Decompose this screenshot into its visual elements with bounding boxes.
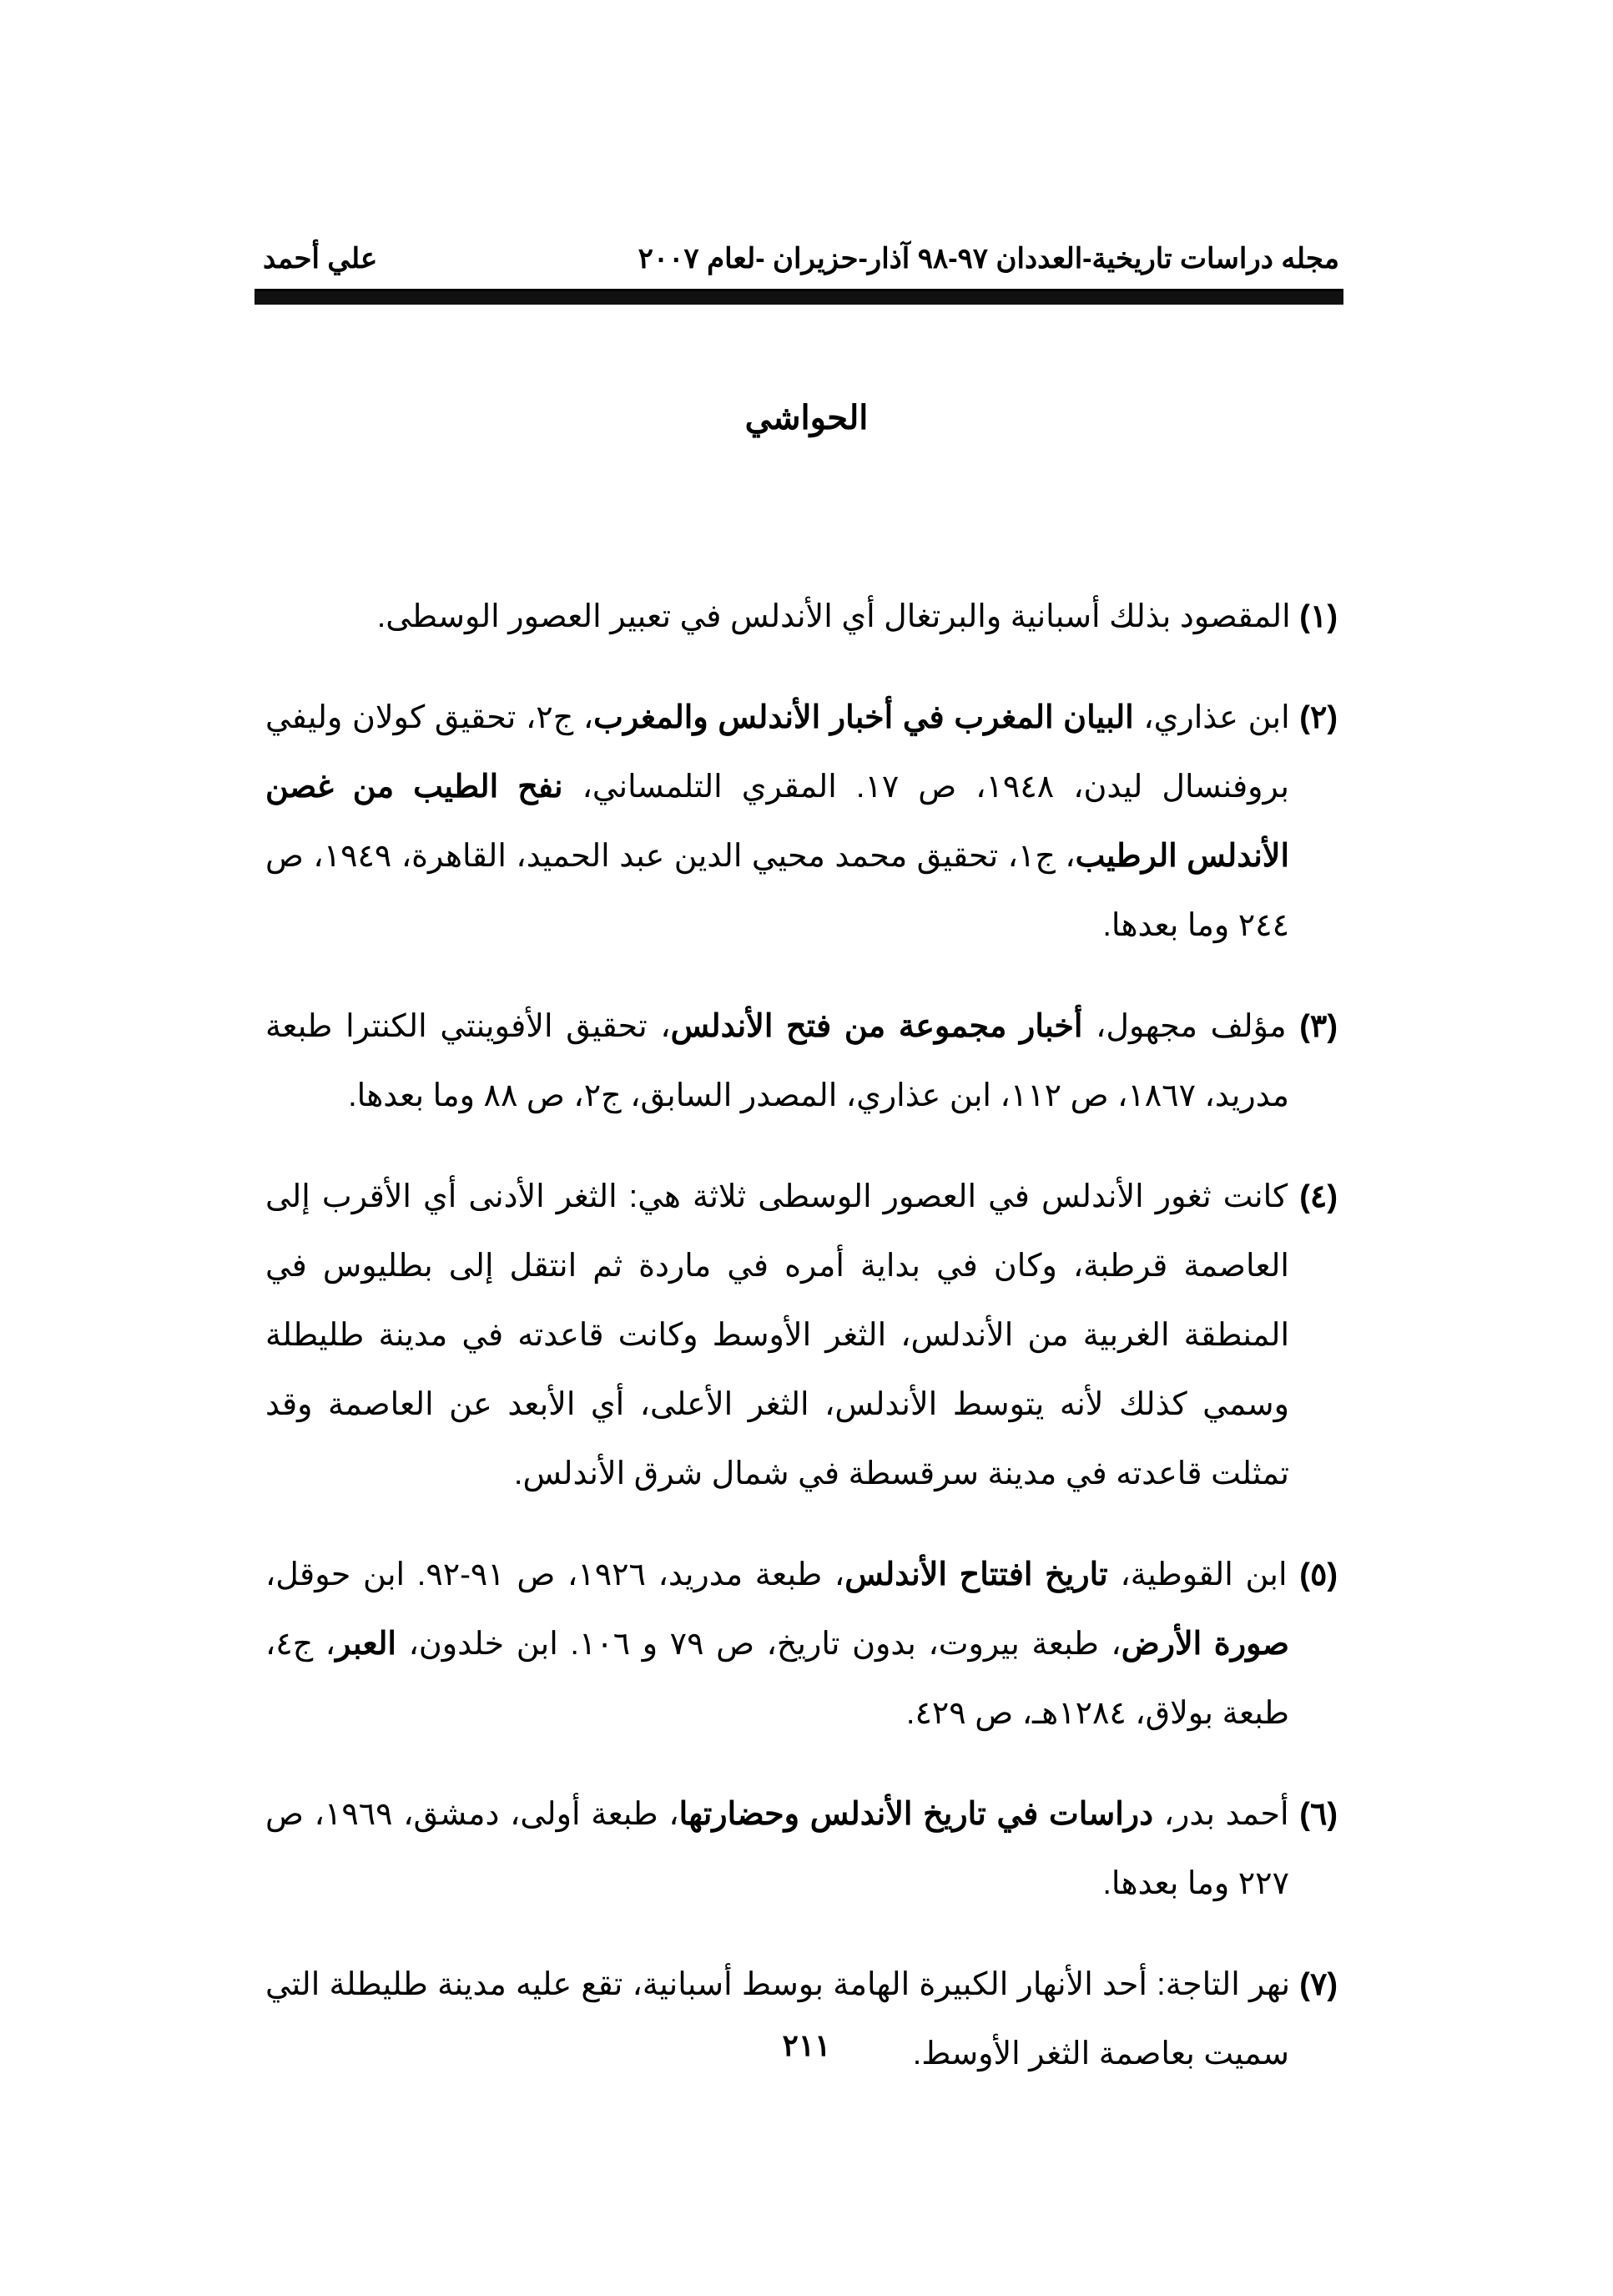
footnotes-list [265,551,1338,2097]
author-name: علي أحمد [263,243,378,275]
footnote-number: (٤) [1299,1179,1338,1214]
footnote-number: (١) [1299,599,1338,634]
footnote-text: ، طبعة مدريد، ١٩٢٦، ص ٩١-٩٢. ابن حوقل، [265,1557,845,1592]
footnote-text: ، طبعة أولى، دمشق، ١٩٦٩، ص ٢٢٧ وما بعدها. [265,1797,1289,1901]
footnote-text: ، ج١، تحقيق محمد محيي الدين عبد الحميد، القاهرة، ١٩٤٩، ص ٢٤٤ وما بعدها. [265,839,1289,943]
footnote [265,1541,1338,1748]
footnote-number: (٢) [1299,700,1338,735]
running-header [263,242,1339,284]
footnote-book-title: تاريخ افتتاح الأندلس [844,1557,1108,1592]
footnote-text: ، ج٢، تحقيق كولان وليفي بروفنسال ليدن، ١٩٤٨، ص ١٧. المقري التلمساني، [265,700,1289,805]
footnote-text: ، طبعة بيروت، بدون تاريخ، ص ٧٩ و ١٠٦. ابن خلدون، [396,1627,1122,1662]
footnote [265,583,1338,652]
footnote [265,1163,1338,1509]
footnote-book-title: البيان المغرب في أخبار الأندلس والمغرب [593,700,1134,735]
footnote [265,1950,1338,2089]
footnote-book-title: نفح الطيب من غصن الأندلس الرطيب [265,770,1289,874]
page-number: ٢١١ [782,2028,831,2062]
footnote-number: (٧) [1299,1967,1338,2002]
footnote-text: ، تحقيق الأفوينتي الكنترا طبعة مدريد، ١٨٦٧، ص ١١٢، ابن عذاري، المصدر السابق، ج٢، ص ٨٨ وما بعدها. [265,1009,1289,1113]
journal-title: مجله دراسات تاريخية-العددان ٩٧-٩٨ آذار-حزيران -لعام ٢٠٠٧ [638,243,1339,275]
footnote-text: ابن عذاري، [1133,700,1290,735]
footnote-number: (٦) [1299,1797,1338,1832]
footnote-book-title: أخبار مجموعة من فتح الأندلس [670,1009,1083,1044]
footnote-text: ابن القوطية، [1107,1557,1288,1592]
footnote-text: أحمد بدر، [1153,1797,1289,1832]
footnote-text: ، ج٤، طبعة بولاق، ١٢٨٤هـ، ص ٤٢٩. [265,1627,1289,1731]
footnote-text: كانت ثغور الأندلس في العصور الوسطى ثلاثة هي: الثغر الأدنى أي الأقرب إلى العاصمة قرطبة، وكان في بداية أمره في ماردة ثم انتقل إلى بطليوس في المنطقة الغربية من الأندلس، الثغر الأوسط وكانت قاعدته في مدينة طليطلة وسمي كذلك لأنه يتوسط الأندلس، الثغر الأعلى، أي الأبعد عن العاصمة وقد تمثلت قاعدته في مدينة سرقسطة في شمال شرق الأندلس. [265,1179,1290,1491]
page-title: الحواشي [744,400,869,436]
footnote-text: نهر التاجة: أحد الأنهار الكبيرة الهامة بوسط أسبانية، تقع عليه مدينة طليطلة التي سميت بعاصمة الثغر الأوسط. [265,1967,1291,2071]
footnote-number: (٥) [1299,1557,1338,1592]
footnote [265,1780,1338,1919]
footnote [265,992,1338,1131]
footnote-text: مؤلف مجهول، [1082,1009,1287,1044]
footnote-book-title: دراسات في تاريخ الأندلس وحضارتها [678,1797,1154,1832]
footnote-book-title: العبر [335,1627,396,1662]
footnote-number: (٣) [1299,1009,1338,1044]
footnote-text: المقصود بذلك أسبانية والبرتغال أي الأندلس في تعبير العصور الوسطى. [376,599,1291,634]
header-rule [255,289,1343,305]
footnote [265,684,1338,961]
footnote-book-title: صورة الأرض [1121,1627,1289,1662]
